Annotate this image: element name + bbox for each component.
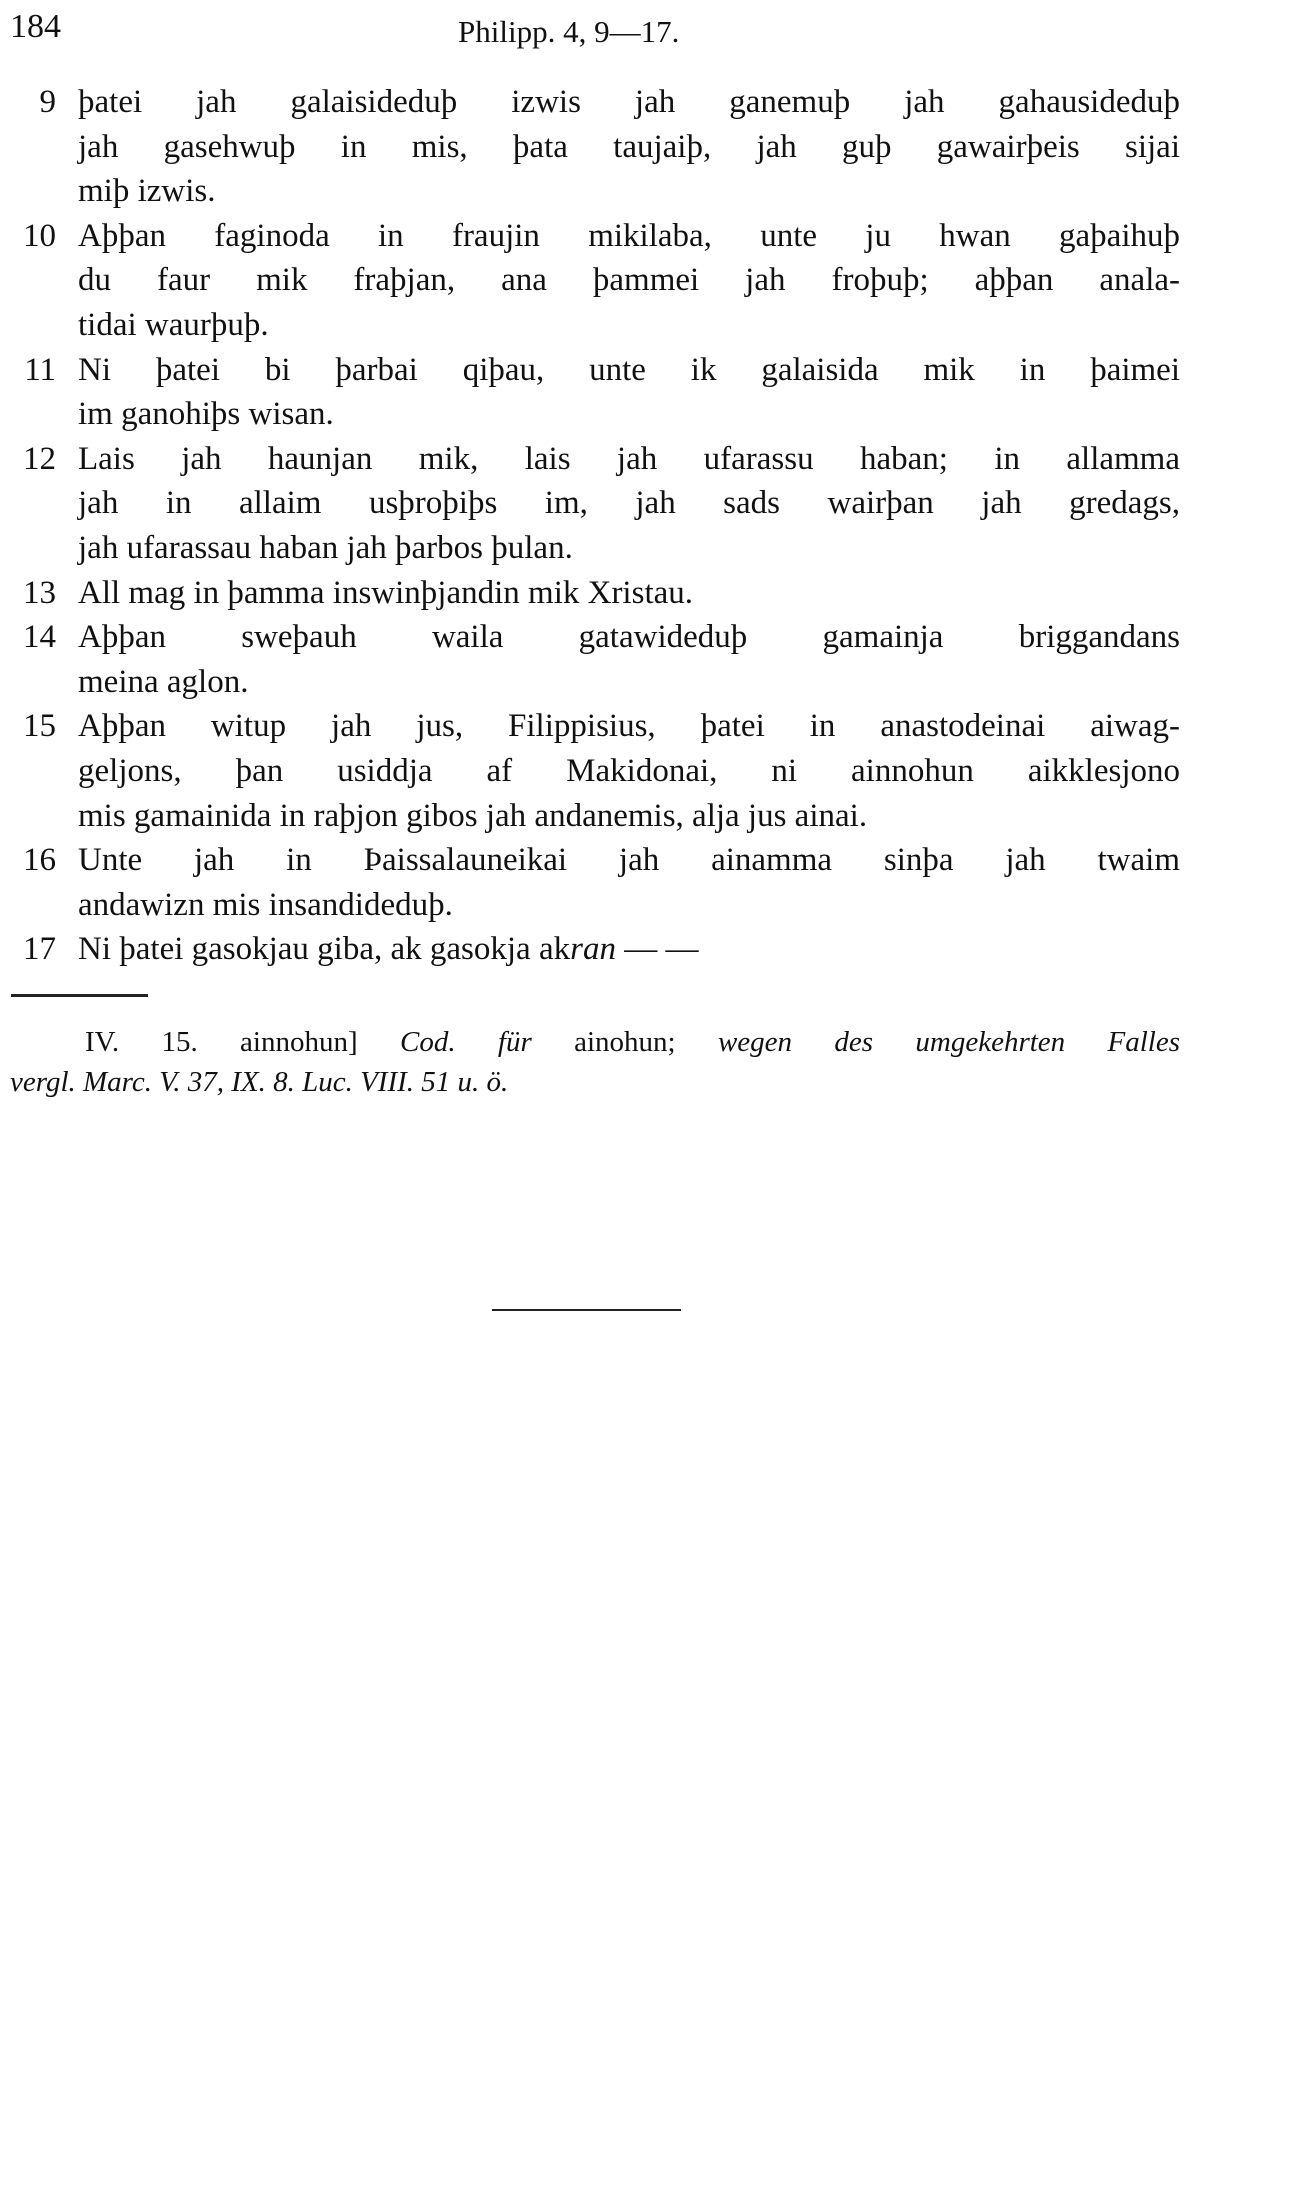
text-segment: meina aglon.: [78, 663, 249, 700]
verse-text: [78, 125, 1180, 170]
footnote-line: [10, 1022, 1180, 1062]
italic-text: ran: [570, 931, 616, 968]
page-number: 184: [10, 8, 61, 45]
verse-number: 12: [23, 440, 56, 477]
verse-text: [78, 258, 1180, 303]
verse-line: [12, 348, 1180, 393]
text-segment: ainohun;: [531, 1026, 718, 1058]
running-head: Philipp. 4, 9—17.: [458, 14, 680, 49]
verse-text: [78, 660, 1180, 705]
verse-line: [12, 125, 1180, 170]
italic-text: wegen des umgekehrten Falles: [717, 1026, 1180, 1058]
text-segment: andawizn mis insandideduþ.: [78, 886, 453, 923]
verse-line: [12, 749, 1180, 794]
verse-text: [78, 526, 1180, 571]
text-segment: IV. 15. ainnohun]: [85, 1026, 400, 1058]
verse-line: [12, 526, 1180, 571]
verse-number: 17: [23, 931, 56, 968]
verse-text: [78, 838, 1180, 883]
verse-number: 10: [23, 217, 56, 254]
text-segment: All mag in þamma inswinþjandin mik Xristau.: [78, 574, 694, 611]
text-segment: miþ izwis.: [78, 173, 216, 210]
text-segment: tidai waurþuþ.: [78, 306, 269, 343]
verse-text: [78, 303, 1180, 348]
text-segment: jah in allaim usþroþiþs im, jah sads wairþan jah gredags,: [78, 485, 1180, 522]
verse-text: [78, 80, 1180, 125]
text-segment: du faur mik fraþjan, ana þammei jah froþuþ; aþþan anala-: [78, 262, 1180, 299]
footnote: [10, 1022, 1180, 1102]
verse-17: [12, 927, 1180, 972]
verse-line: [12, 481, 1180, 526]
verse-text: [78, 437, 1180, 482]
verse-13: [12, 571, 1180, 616]
verse-line: [12, 794, 1180, 839]
verse-text: [78, 615, 1180, 660]
verse-text: [78, 392, 1180, 437]
verse-line: [12, 169, 1180, 214]
end-divider: [492, 1309, 681, 1311]
italic-text: Cod. für: [399, 1026, 532, 1058]
text-segment: Aþþan faginoda in fraujin mikilaba, unte ju hwan gaþaihuþ: [78, 217, 1180, 254]
verse-text: [78, 481, 1180, 526]
verse-number: 16: [23, 842, 56, 879]
text-segment: im ganohiþs wisan.: [78, 396, 334, 433]
verse-line: [12, 660, 1180, 705]
verse-text: [78, 169, 1180, 214]
text-segment: Ni þatei gasokjau giba, ak gasokja ak: [78, 931, 571, 968]
verse-number: 9: [39, 84, 56, 120]
verse-line: [12, 838, 1180, 883]
text-segment: Aþþan witup jah jus, Filippisius, þatei in anastodeinai aiwag-: [78, 708, 1180, 745]
verse-line: [12, 615, 1180, 660]
text-segment: Aþþan sweþauh waila gatawideduþ gamainja briggandans: [78, 619, 1180, 656]
verse-text: [78, 348, 1180, 393]
text-segment: Ni þatei bi þarbai qiþau, unte ik galaisida mik in þaimei: [78, 351, 1180, 388]
verse-number: 14: [23, 619, 56, 656]
verse-line: [12, 303, 1180, 348]
verse-text: [78, 794, 1180, 839]
text-segment: geljons, þan usiddja af Makidonai, ni ainnohun aikklesjono: [78, 752, 1180, 789]
text-segment: Unte jah in Þaissalauneikai jah ainamma sinþa jah twaim: [78, 842, 1180, 879]
verse-text: [78, 749, 1180, 794]
verse-line: [12, 80, 1180, 125]
text-segment: þatei jah galaisideduþ izwis jah ganemuþ jah gahausideduþ: [78, 84, 1180, 120]
italic-text: vergl. Marc. V. 37, IX. 8. Luc. VIII. 51 u. ö.: [10, 1066, 509, 1098]
verse-text: [78, 927, 1180, 972]
verse-14: [12, 615, 1180, 704]
verse-line: [12, 704, 1180, 749]
verse-line: [12, 258, 1180, 303]
footnote-line: [10, 1062, 1180, 1102]
verse-line: [12, 571, 1180, 616]
verse-number: 11: [24, 351, 56, 388]
verse-9: [12, 80, 1180, 214]
verse-line: [12, 214, 1180, 259]
text-segment: Lais jah haunjan mik, lais jah ufarassu haban; in allamma: [78, 440, 1180, 477]
verse-text: [78, 571, 1180, 616]
verse-15: [12, 704, 1180, 838]
verse-text: [78, 704, 1180, 749]
verse-line: [12, 927, 1180, 972]
verse-list: [12, 80, 1180, 972]
verse-line: [12, 392, 1180, 437]
verse-12: [12, 437, 1180, 571]
verse-line: [12, 437, 1180, 482]
verse-text: [78, 883, 1180, 928]
verse-16: [12, 838, 1180, 927]
verse-line: [12, 883, 1180, 928]
text-segment: — —: [615, 931, 699, 968]
text-segment: jah gasehwuþ in mis, þata taujaiþ, jah guþ gawairþeis sijai: [78, 128, 1180, 165]
verse-11: [12, 348, 1180, 437]
footnote-divider: [11, 994, 148, 997]
verse-number: 13: [23, 574, 56, 611]
verse-text: [78, 214, 1180, 259]
verse-number: 15: [23, 708, 56, 745]
text-segment: jah ufarassau haban jah þarbos þulan.: [78, 529, 573, 566]
verse-10: [12, 214, 1180, 348]
text-segment: mis gamainida in raþjon gibos jah andanemis, alja jus ainai.: [78, 797, 868, 834]
